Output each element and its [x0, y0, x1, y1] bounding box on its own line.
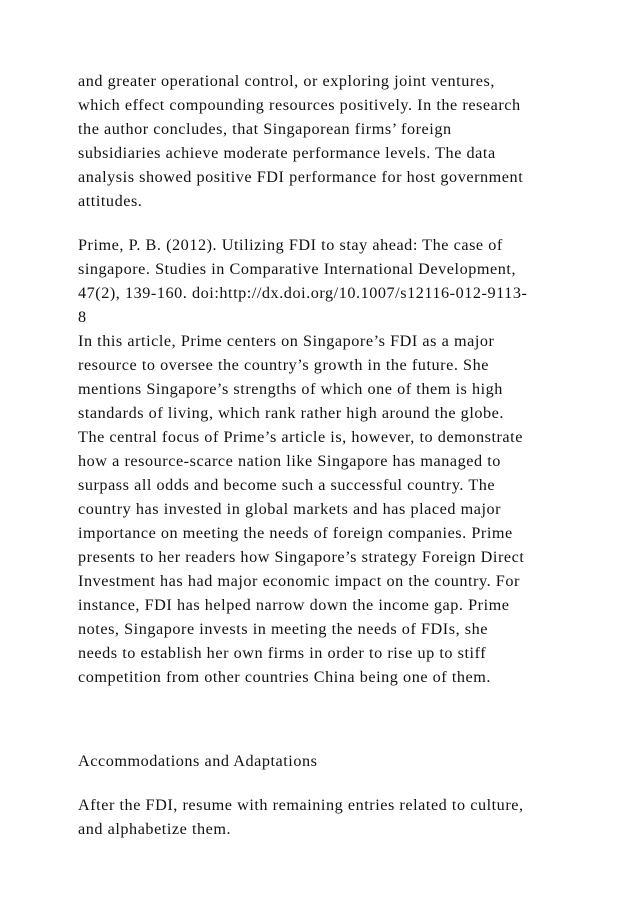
text-line: and alphabetize them. [78, 820, 232, 838]
text-line: which effect compounding resources positively. In the research [78, 96, 521, 114]
text-line: Prime, P. B. (2012). Utilizing FDI to stay ahead: The case of [78, 236, 503, 254]
text-line: competition from other countries China being one of them. [78, 668, 492, 686]
text-line: surpass all odds and become such a successful country. The [78, 476, 496, 494]
text-line: 8 [78, 308, 87, 326]
text-line: needs to establish her own firms in order to rise up to stiff [78, 644, 487, 662]
text-line: standards of living, which rank rather high around the globe. [78, 404, 504, 422]
text-line: singapore. Studies in Comparative International Development, [78, 260, 517, 278]
text-line: importance on meeting the needs of foreign companies. Prime [78, 524, 513, 542]
text-line: resource to oversee the country’s growth in the future. She [78, 356, 489, 374]
text-line: 47(2), 139-160. doi:http://dx.doi.org/10.1007/s12116-012-9113- [78, 284, 528, 302]
text-line: After the FDI, resume with remaining entries related to culture, [78, 796, 524, 814]
text-line: notes, Singapore invests in meeting the needs of FDIs, she [78, 620, 488, 638]
text-line: attitudes. [78, 192, 143, 210]
text-line: presents to her readers how Singapore’s strategy Foreign Direct [78, 548, 525, 566]
text-line: analysis showed positive FDI performance for host government [78, 168, 524, 186]
text-line: instance, FDI has helped narrow down the income gap. Prime [78, 596, 510, 614]
text-line: The central focus of Prime’s article is, however, to demonstrate [78, 428, 523, 446]
text-line: mentions Singapore’s strengths of which one of them is high [78, 380, 503, 398]
text-line: country has invested in global markets and has placed major [78, 500, 502, 518]
text-line: how a resource-scarce nation like Singapore has managed to [78, 452, 501, 470]
text-line: Investment has had major economic impact on the country. For [78, 572, 520, 590]
text-line: the author concludes, that Singaporean firms’ foreign [78, 120, 452, 138]
section-heading: Accommodations and Adaptations [78, 752, 318, 770]
text-line: and greater operational control, or exploring joint ventures, [78, 72, 495, 90]
text-line: subsidiaries achieve moderate performance levels. The data [78, 144, 496, 162]
text-line: In this article, Prime centers on Singapore’s FDI as a major [78, 332, 495, 350]
